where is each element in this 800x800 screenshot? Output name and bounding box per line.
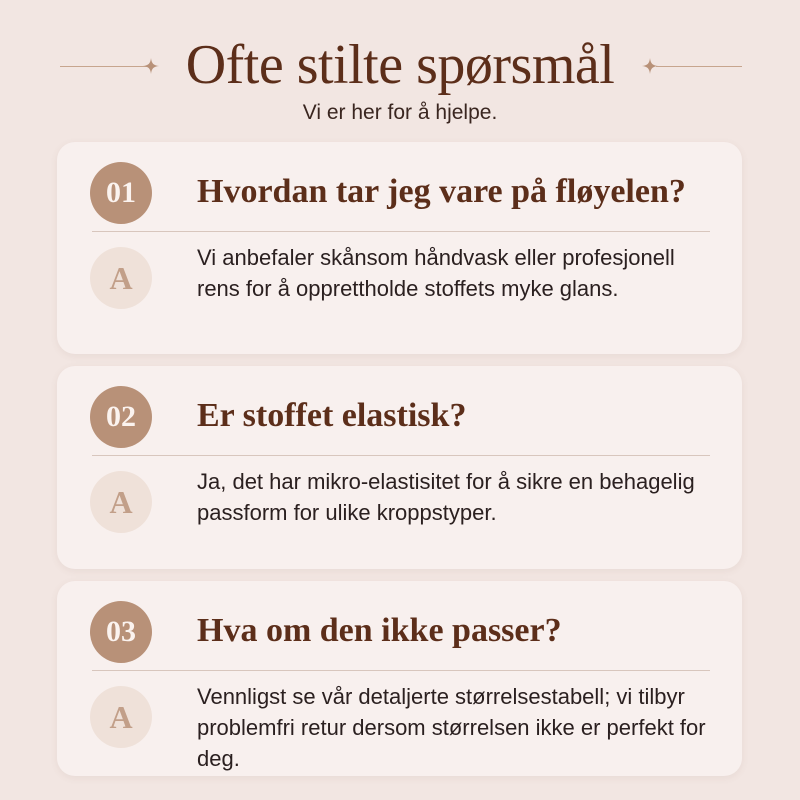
- page-title: Ofte stilte spørsmål: [185, 34, 615, 96]
- faq-question[interactable]: Er stoffet elastisk?: [197, 397, 467, 434]
- question-number-badge: 01: [90, 162, 152, 224]
- divider: [92, 455, 710, 456]
- page-subtitle: Vi er her for å hjelpe.: [302, 101, 498, 124]
- divider: [92, 231, 710, 232]
- faq-question[interactable]: Hva om den ikke passer?: [197, 612, 562, 649]
- answer-marker-badge: A: [90, 471, 152, 533]
- decorative-line-right: [656, 66, 742, 67]
- faq-answer: Vennligst se vår detaljerte størrelsestabell; vi tilbyr problemfri retur dersom størrelsen ikke er perfekt for deg.: [197, 684, 706, 771]
- faq-item[interactable]: [57, 366, 742, 569]
- faq-answer: Ja, det har mikro-elastisitet for å sikre en behagelig passform for ulike kroppstyper.: [197, 469, 695, 525]
- question-number-badge: 03: [90, 601, 152, 663]
- answer-marker-badge: A: [90, 247, 152, 309]
- faq-question[interactable]: Hvordan tar jeg vare på fløyelen?: [197, 173, 686, 210]
- divider: [92, 670, 710, 671]
- faq-answer: Vi anbefaler skånsom håndvask eller profesjonell rens for å opprettholde stoffets myke glans.: [197, 245, 675, 301]
- answer-marker-badge: A: [90, 686, 152, 748]
- faq-header: [0, 22, 800, 132]
- faq-item[interactable]: [57, 581, 742, 776]
- question-number-badge: 02: [90, 386, 152, 448]
- faq-item[interactable]: [57, 142, 742, 354]
